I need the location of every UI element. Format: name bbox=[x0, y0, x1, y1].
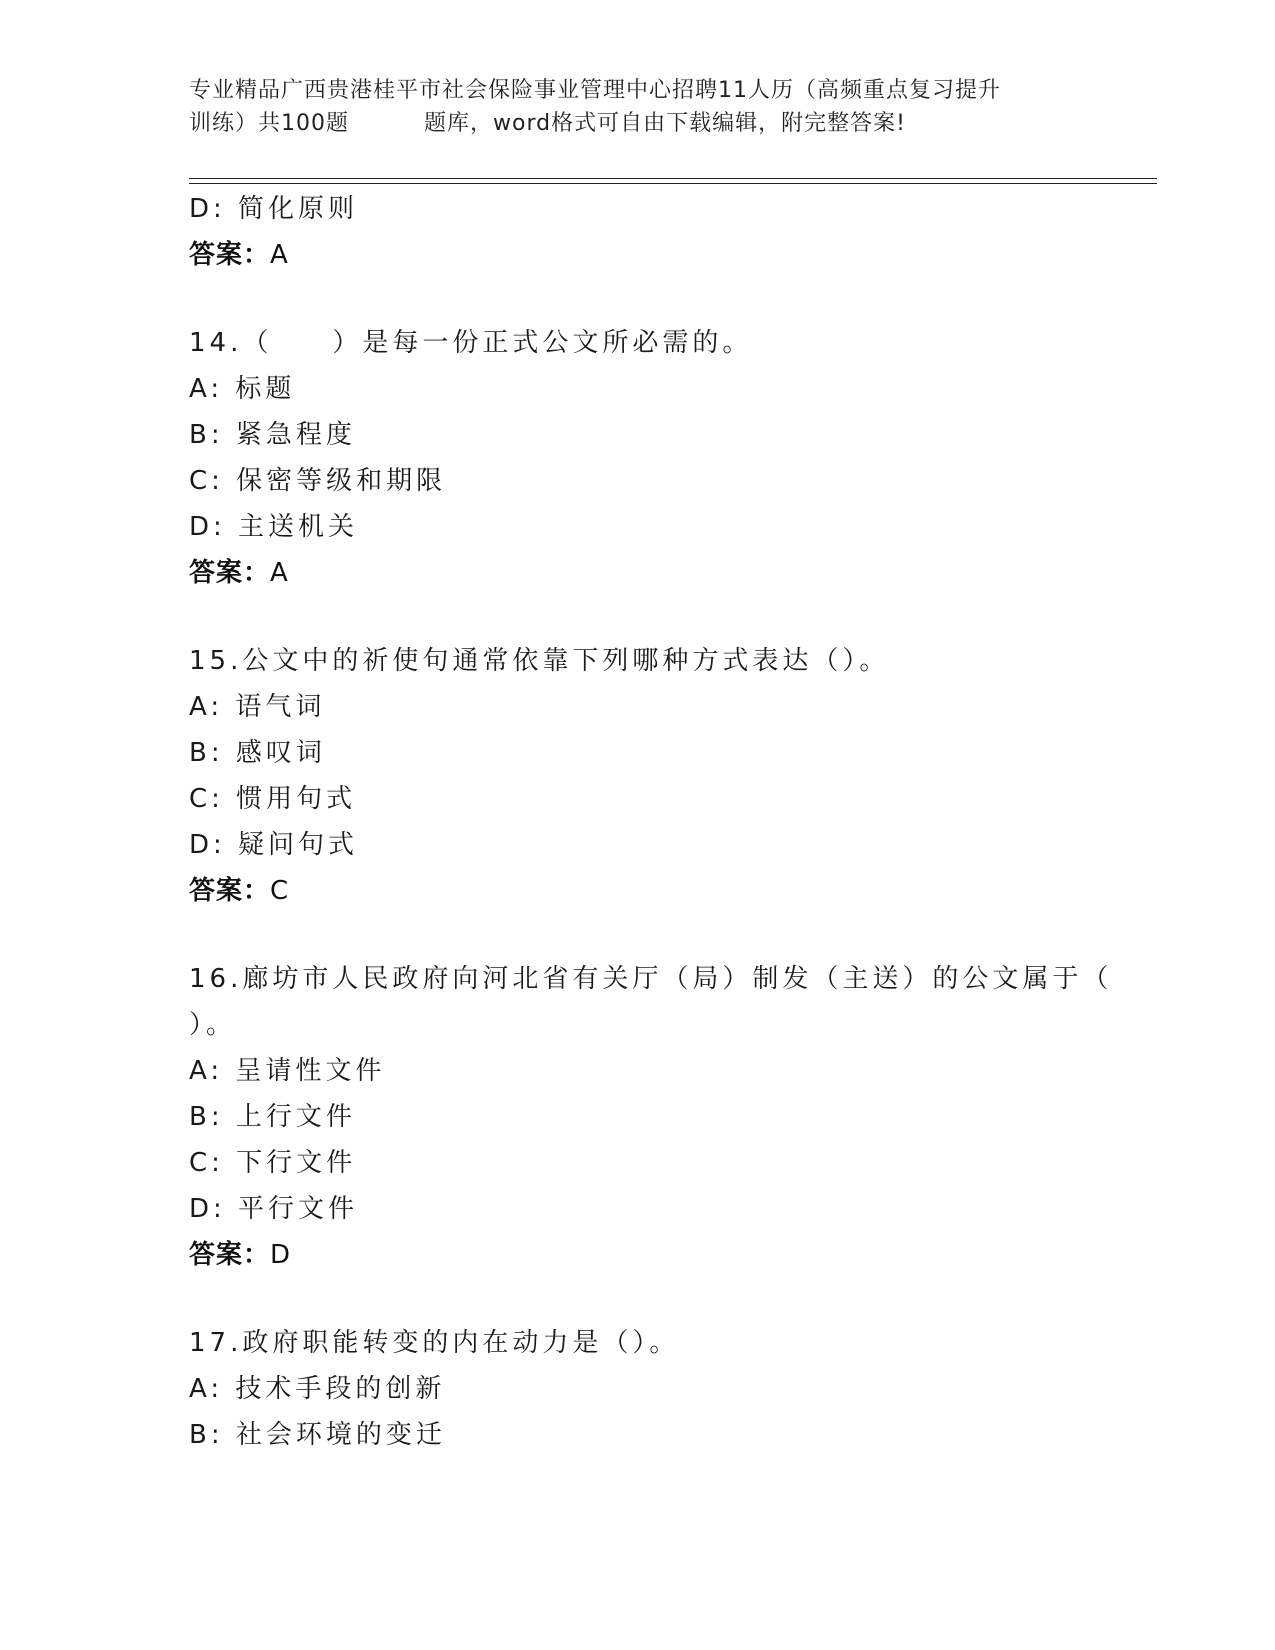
answer-line bbox=[189, 868, 1089, 914]
question-stem-line2: ）。 bbox=[189, 1010, 237, 1040]
option-b: B: 上行文件 bbox=[189, 1102, 356, 1132]
answer-value: A bbox=[270, 240, 289, 270]
option-d: D: 主送机关 bbox=[189, 512, 359, 542]
answer-value: D bbox=[270, 1240, 292, 1270]
answer-line bbox=[189, 1232, 1089, 1278]
question-block-15 bbox=[189, 638, 1089, 914]
answer-value: C bbox=[270, 876, 290, 906]
option-b: B: 社会环境的变迁 bbox=[189, 1420, 446, 1450]
question-stem: 15.公文中的祈使句通常依靠下列哪种方式表达（）。 bbox=[189, 646, 890, 676]
question-gap bbox=[189, 278, 1089, 320]
option-d: D: 平行文件 bbox=[189, 1194, 359, 1224]
option-a: A: 语气词 bbox=[189, 692, 326, 722]
question-stem: 14.（ ）是每一份正式公文所必需的。 bbox=[189, 328, 753, 358]
option-a: A: 呈请性文件 bbox=[189, 1056, 386, 1086]
question-block-17 bbox=[189, 1320, 1089, 1458]
option-d: D: 疑问句式 bbox=[189, 830, 359, 860]
question-block-16 bbox=[189, 956, 1113, 1278]
answer-line bbox=[189, 550, 1089, 596]
question-gap bbox=[189, 914, 1089, 956]
option-c: C: 惯用句式 bbox=[189, 784, 357, 814]
answer-label: 答案： bbox=[189, 1240, 271, 1270]
option-a: A: 标题 bbox=[189, 374, 296, 404]
option-a: A: 技术手段的创新 bbox=[189, 1374, 446, 1404]
option-c: C: 下行文件 bbox=[189, 1148, 357, 1178]
question-stem: 17.政府职能转变的内在动力是（）。 bbox=[189, 1328, 680, 1358]
header-title-part-b: 题库，word格式可自由下载编辑，附完整答案! bbox=[424, 111, 906, 136]
header-title-line1: 专业精品广西贵港桂平市社会保险事业管理中心招聘11人历（高频重点复习提升 bbox=[189, 78, 1001, 103]
question-gap bbox=[189, 1278, 1089, 1320]
answer-label: 答案： bbox=[189, 558, 271, 588]
question-block-13 bbox=[189, 186, 1089, 278]
answer-label: 答案： bbox=[189, 240, 271, 270]
question-list bbox=[189, 186, 1113, 1458]
question-stem-line1: 16.廊坊市人民政府向河北省有关厅（局）制发（主送）的公文属于（ bbox=[189, 964, 1113, 994]
option-b: B: 感叹词 bbox=[189, 738, 326, 768]
answer-line bbox=[189, 232, 1089, 278]
header-title-part-a: 训练）共100题 bbox=[189, 111, 349, 136]
question-gap bbox=[189, 596, 1089, 638]
option-d: D: 简化原则 bbox=[189, 194, 359, 224]
answer-label: 答案： bbox=[189, 876, 271, 906]
option-c: C: 保密等级和期限 bbox=[189, 466, 447, 496]
document-header bbox=[189, 74, 1089, 140]
header-divider-top bbox=[189, 178, 1157, 179]
option-b: B: 紧急程度 bbox=[189, 420, 356, 450]
header-divider-bottom bbox=[189, 183, 1157, 184]
answer-value: A bbox=[270, 558, 289, 588]
question-block-14 bbox=[189, 320, 1089, 596]
header-title-line2 bbox=[189, 107, 1089, 140]
